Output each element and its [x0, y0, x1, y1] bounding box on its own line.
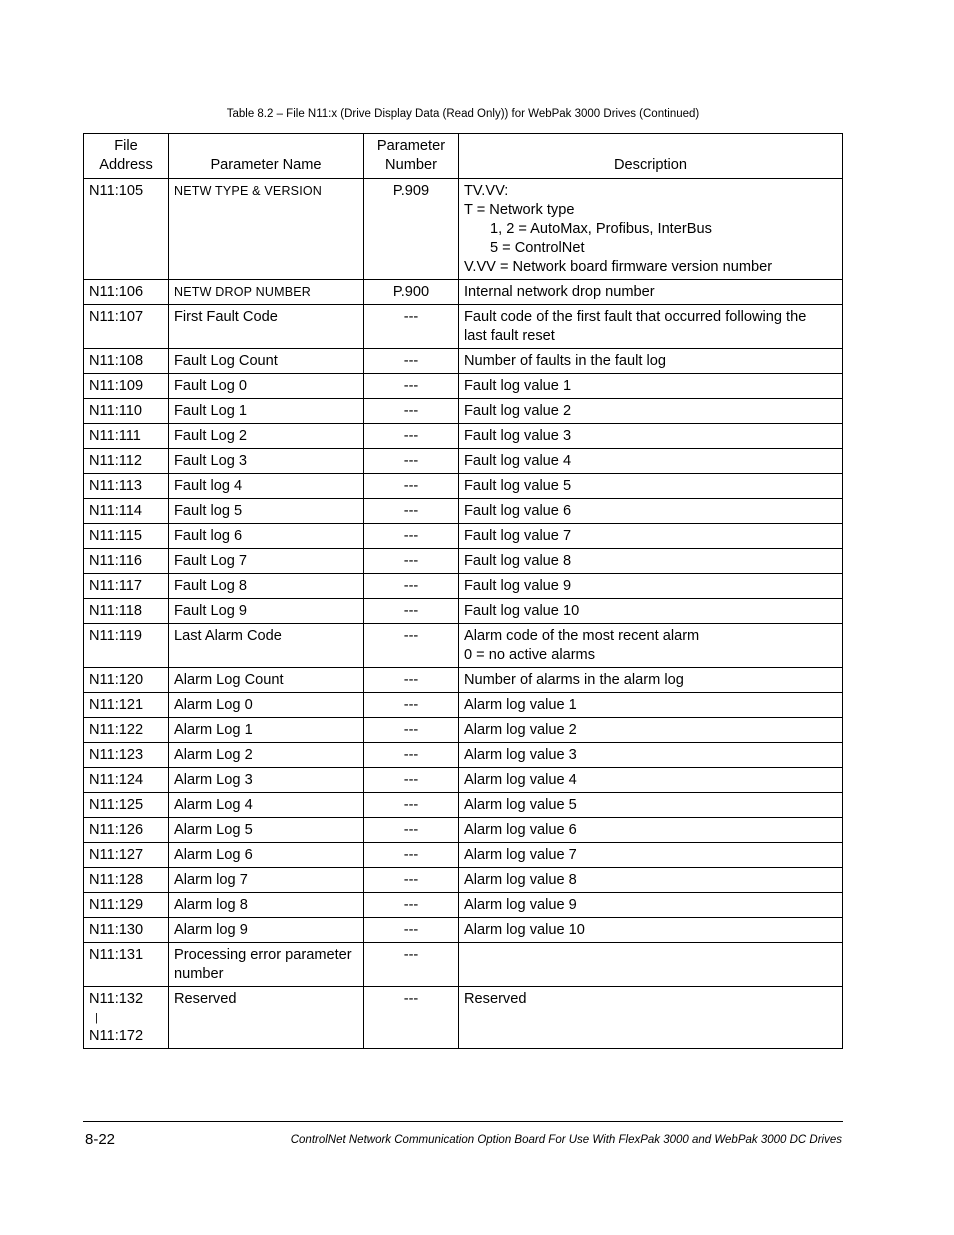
address-value: N11:126 [89, 822, 144, 838]
cell-description [459, 693, 843, 718]
cell-description [459, 305, 843, 349]
cell-parameter-name: Alarm log 8 [169, 893, 364, 918]
description-line: Fault log value 9 [464, 578, 572, 594]
cell-file-address [84, 179, 169, 280]
cell-parameter-name: Fault log 4 [169, 474, 364, 499]
description-line: Alarm log value 10 [464, 922, 585, 938]
cell-parameter-number: --- [364, 474, 459, 499]
address-value: N11:116 [89, 553, 143, 569]
cell-parameter-name: Fault Log 1 [169, 399, 364, 424]
cell-description [459, 599, 843, 624]
cell-description [459, 768, 843, 793]
cell-description [459, 793, 843, 818]
cell-parameter-name: Alarm Log 3 [169, 768, 364, 793]
address-value: N11:121 [89, 697, 144, 713]
table-row [84, 768, 843, 793]
table-row [84, 599, 843, 624]
cell-parameter-name: Fault Log 9 [169, 599, 364, 624]
cell-file-address [84, 743, 169, 768]
address-value: N11:117 [89, 578, 143, 594]
cell-file-address [84, 918, 169, 943]
address-value: N11:123 [89, 747, 144, 763]
table-row [84, 818, 843, 843]
cell-parameter-number: --- [364, 693, 459, 718]
address-value: N11:109 [89, 378, 144, 394]
cell-parameter-number: --- [364, 524, 459, 549]
address-value: N11:129 [89, 897, 144, 913]
cell-parameter-name: Processing error parameter number [169, 943, 364, 987]
description-line: Alarm log value 8 [464, 872, 577, 888]
description-line: Fault log value 4 [464, 453, 572, 469]
cell-parameter-number: --- [364, 987, 459, 1049]
cell-file-address [84, 599, 169, 624]
cell-parameter-name: NETW DROP NUMBER [169, 280, 364, 305]
cell-parameter-number: --- [364, 768, 459, 793]
table-row [84, 179, 843, 280]
cell-description [459, 943, 843, 987]
cell-file-address [84, 449, 169, 474]
cell-description [459, 668, 843, 693]
cell-parameter-name: Fault log 6 [169, 524, 364, 549]
cell-file-address [84, 374, 169, 399]
address-value: N11:107 [89, 309, 144, 325]
cell-file-address [84, 624, 169, 668]
cell-parameter-number: --- [364, 574, 459, 599]
address-value: N11:111 [89, 428, 141, 444]
cell-parameter-name: Alarm Log 5 [169, 818, 364, 843]
header-address-line1: File [114, 138, 138, 154]
cell-file-address [84, 549, 169, 574]
cell-parameter-number: --- [364, 718, 459, 743]
table-row [84, 305, 843, 349]
cell-parameter-number: --- [364, 918, 459, 943]
description-line: Fault log value 3 [464, 428, 572, 444]
cell-parameter-number: P.909 [364, 179, 459, 280]
cell-file-address [84, 718, 169, 743]
description-line: Alarm log value 9 [464, 897, 577, 913]
header-number-line1: Parameter [376, 138, 446, 154]
address-value: N11:112 [89, 453, 143, 469]
description-line: Alarm log value 7 [464, 847, 577, 863]
description-line: Fault log value 5 [464, 478, 572, 494]
cell-file-address [84, 474, 169, 499]
description-line: 0 = no active alarms [464, 647, 596, 663]
cell-parameter-name: Alarm log 9 [169, 918, 364, 943]
address-value: N11:118 [89, 603, 143, 619]
description-line: Alarm log value 1 [464, 697, 577, 713]
table-row [84, 693, 843, 718]
footer-rule [83, 1121, 843, 1122]
address-value: N11:114 [89, 503, 143, 519]
cell-parameter-name: Alarm Log Count [169, 668, 364, 693]
cell-description [459, 349, 843, 374]
cell-file-address [84, 793, 169, 818]
table-row [84, 743, 843, 768]
cell-file-address [84, 424, 169, 449]
cell-file-address [84, 868, 169, 893]
description-line: Fault log value 8 [464, 553, 572, 569]
header-address-line2: Address [99, 157, 153, 173]
cell-parameter-number: --- [364, 843, 459, 868]
address-value: N11:127 [89, 847, 144, 863]
cell-parameter-name: Fault Log Count [169, 349, 364, 374]
description-line: last fault reset [464, 328, 555, 344]
table-row [84, 499, 843, 524]
cell-description [459, 818, 843, 843]
table-row [84, 793, 843, 818]
cell-parameter-name: Alarm Log 0 [169, 693, 364, 718]
cell-parameter-number: --- [364, 599, 459, 624]
table-row [84, 349, 843, 374]
description-line: Number of faults in the fault log [464, 353, 666, 369]
cell-parameter-number: P.900 [364, 280, 459, 305]
address-value: N11:132 [89, 991, 144, 1007]
cell-file-address [84, 399, 169, 424]
cell-parameter-number: --- [364, 349, 459, 374]
cell-parameter-name: Reserved [169, 987, 364, 1049]
cell-description [459, 524, 843, 549]
cell-description [459, 843, 843, 868]
cell-parameter-name: Alarm Log 1 [169, 718, 364, 743]
table-row [84, 918, 843, 943]
description-line: Alarm log value 4 [464, 772, 577, 788]
cell-description [459, 624, 843, 668]
header-parameter-name: Parameter Name [169, 134, 364, 179]
page-number: 8-22 [85, 1131, 116, 1148]
cell-description [459, 549, 843, 574]
cell-parameter-number: --- [364, 449, 459, 474]
cell-file-address [84, 305, 169, 349]
description-line: Fault log value 6 [464, 503, 572, 519]
description-line: Fault log value 10 [464, 603, 580, 619]
header-number-line2: Number [385, 157, 437, 173]
cell-parameter-number: --- [364, 743, 459, 768]
cell-description [459, 424, 843, 449]
table-row [84, 668, 843, 693]
address-value: N11:108 [89, 353, 144, 369]
address-range-separator: | [95, 1012, 98, 1024]
cell-parameter-name: Fault Log 7 [169, 549, 364, 574]
cell-description [459, 718, 843, 743]
table-row [84, 718, 843, 743]
cell-parameter-number: --- [364, 305, 459, 349]
address-value: N11:131 [89, 947, 144, 963]
description-line: Fault log value 1 [464, 378, 572, 394]
cell-description [459, 868, 843, 893]
cell-parameter-number: --- [364, 549, 459, 574]
cell-parameter-name: Alarm Log 2 [169, 743, 364, 768]
description-line: 5 = ControlNet [490, 240, 585, 256]
cell-parameter-name: NETW TYPE & VERSION [169, 179, 364, 280]
description-line: Alarm log value 3 [464, 747, 577, 763]
cell-parameter-number: --- [364, 943, 459, 987]
cell-file-address [84, 499, 169, 524]
table-caption: Table 8.2 – File N11:x (Drive Display Data (Read Only)) for WebPak 3000 Drives (Continued) [226, 108, 700, 120]
description-line: Alarm log value 6 [464, 822, 577, 838]
description-line: Internal network drop number [464, 284, 655, 300]
header-file-address [84, 134, 169, 179]
footer-title: ControlNet Network Communication Option Board For Use With FlexPak 3000 and WebPak 3000 DC Drives [290, 1134, 842, 1146]
cell-parameter-name: Fault Log 3 [169, 449, 364, 474]
address-range-end: N11:172 [89, 1028, 144, 1044]
cell-parameter-name: Fault log 5 [169, 499, 364, 524]
table-row [84, 843, 843, 868]
cell-description [459, 399, 843, 424]
cell-file-address [84, 349, 169, 374]
cell-description [459, 893, 843, 918]
table-header-row [84, 134, 843, 179]
cell-parameter-number: --- [364, 624, 459, 668]
table-row [84, 374, 843, 399]
description-line: Fault log value 7 [464, 528, 572, 544]
address-value: N11:125 [89, 797, 144, 813]
description-line: Alarm code of the most recent alarm [464, 628, 700, 644]
cell-parameter-name: Alarm Log 4 [169, 793, 364, 818]
cell-file-address [84, 768, 169, 793]
cell-parameter-number: --- [364, 868, 459, 893]
parameter-table [83, 133, 843, 1049]
cell-parameter-name: Fault Log 2 [169, 424, 364, 449]
cell-parameter-name: First Fault Code [169, 305, 364, 349]
address-value: N11:122 [89, 722, 144, 738]
cell-file-address [84, 668, 169, 693]
cell-file-address [84, 943, 169, 987]
table-row [84, 474, 843, 499]
description-line: V.VV = Network board firmware version number [464, 259, 773, 275]
address-value: N11:128 [89, 872, 144, 888]
description-line: TV.VV: [464, 183, 509, 199]
address-value: N11:119 [89, 628, 143, 644]
cell-description [459, 374, 843, 399]
address-value: N11:110 [89, 403, 143, 419]
table-row [84, 549, 843, 574]
address-value: N11:105 [89, 183, 144, 199]
cell-parameter-name: Alarm log 7 [169, 868, 364, 893]
cell-parameter-name: Fault Log 8 [169, 574, 364, 599]
description-line: Alarm log value 2 [464, 722, 577, 738]
cell-description [459, 280, 843, 305]
description-line: T = Network type [464, 202, 575, 218]
description-line: Alarm log value 5 [464, 797, 577, 813]
cell-file-address [84, 818, 169, 843]
description-line: Fault code of the first fault that occurred following the [464, 309, 807, 325]
cell-parameter-number: --- [364, 399, 459, 424]
table-row [84, 524, 843, 549]
cell-parameter-number: --- [364, 668, 459, 693]
table-row [84, 399, 843, 424]
description-line: 1, 2 = AutoMax, Profibus, InterBus [490, 221, 712, 237]
cell-parameter-number: --- [364, 893, 459, 918]
address-value: N11:115 [89, 528, 143, 544]
address-value: N11:124 [89, 772, 144, 788]
cell-description [459, 987, 843, 1049]
cell-description [459, 474, 843, 499]
cell-parameter-number: --- [364, 424, 459, 449]
table-row [84, 424, 843, 449]
table-row [84, 449, 843, 474]
description-line: Reserved [464, 991, 527, 1007]
cell-file-address [84, 843, 169, 868]
cell-description [459, 499, 843, 524]
description-line: Number of alarms in the alarm log [464, 672, 684, 688]
cell-file-address [84, 893, 169, 918]
cell-parameter-number: --- [364, 793, 459, 818]
cell-file-address [84, 524, 169, 549]
cell-file-address [84, 280, 169, 305]
cell-description [459, 918, 843, 943]
table-row [84, 280, 843, 305]
cell-file-address [84, 574, 169, 599]
cell-parameter-name: Last Alarm Code [169, 624, 364, 668]
cell-file-address [84, 987, 169, 1049]
cell-file-address [84, 693, 169, 718]
address-value: N11:113 [89, 478, 143, 494]
header-parameter-number [364, 134, 459, 179]
address-value: N11:106 [89, 284, 144, 300]
address-value: N11:130 [89, 922, 144, 938]
cell-description [459, 449, 843, 474]
header-description: Description [459, 134, 843, 179]
cell-description [459, 574, 843, 599]
cell-parameter-name: Fault Log 0 [169, 374, 364, 399]
table-row [84, 868, 843, 893]
cell-parameter-number: --- [364, 499, 459, 524]
table-row [84, 893, 843, 918]
cell-parameter-number: --- [364, 374, 459, 399]
cell-description [459, 743, 843, 768]
cell-parameter-number: --- [364, 818, 459, 843]
table-row [84, 624, 843, 668]
table-body [84, 179, 843, 1049]
table-row [84, 574, 843, 599]
address-value: N11:120 [89, 672, 144, 688]
table-row [84, 943, 843, 987]
cell-parameter-name: Alarm Log 6 [169, 843, 364, 868]
table-row [84, 987, 843, 1049]
cell-description [459, 179, 843, 280]
description-line: Fault log value 2 [464, 403, 572, 419]
